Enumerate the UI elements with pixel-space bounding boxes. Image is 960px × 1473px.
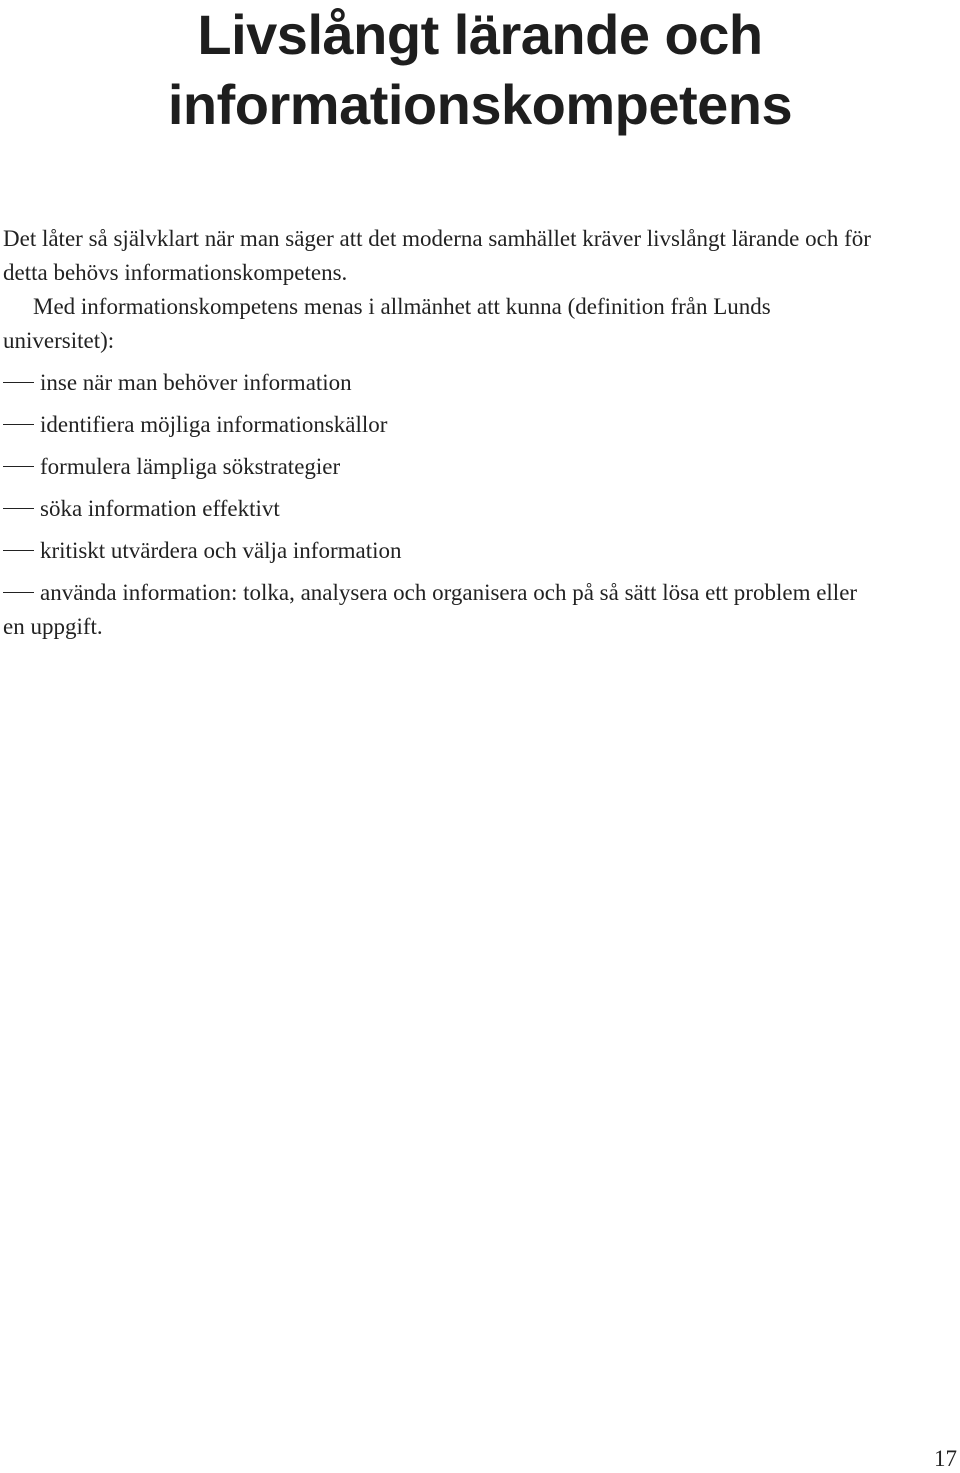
dash-icon [3,466,34,467]
body-text [3,222,873,652]
page-number: 17 [934,1446,957,1471]
page-title-line-2: informationskompetens [167,73,793,136]
list-item-text: kritiskt utvärdera och välja information [40,538,402,563]
list-item [3,450,873,484]
list-item [3,408,873,442]
list-item [3,366,873,400]
dash-icon [3,550,34,551]
dash-icon [3,508,34,509]
list-item [3,534,873,568]
list-item-text: identifiera möjliga informationskällor [40,412,388,437]
list-item [3,492,873,526]
intro-paragraph: Det låter så självklart när man säger att det moderna samhället kräver livslångt lärande och för detta behövs informationskompetens. [3,226,871,285]
list-item-text: söka information effektivt [40,496,280,521]
definition-paragraph: Med informationskompetens menas i allmänhet att kunna (definition från Lunds universitet): [3,294,771,353]
dash-icon [3,424,34,425]
list-item-text: använda information: tolka, analysera och organisera och på så sätt lösa ett problem eller en uppgift. [3,580,858,639]
page-title [0,0,960,140]
page-title-line-1: Livslångt lärande och [197,3,763,66]
list-item-text: formulera lämpliga sökstrategier [40,454,341,479]
list-item [3,576,873,644]
list-item-text: inse när man behöver information [40,370,352,395]
competence-list [3,366,873,644]
dash-icon [3,592,34,593]
dash-icon [3,382,34,383]
